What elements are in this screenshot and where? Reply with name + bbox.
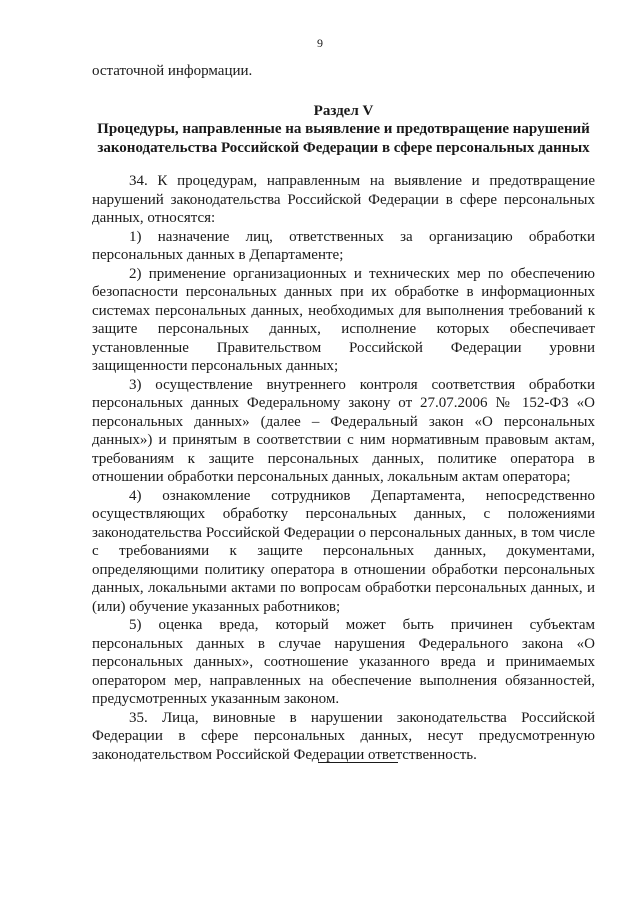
list-item: 5) оценка вреда, который может быть причинен субъектам персональных данных в случае нарушения Федерального закона «О персональных данных», соотношение указанного вреда и принимаемых оператором мер, направленных на обеспечение выполнения обязанностей, предусмотренных указанным законом. <box>92 617 595 707</box>
paragraph-34-intro: 34. К процедурам, направленным на выявление и предотвращение нарушений законодательства Российской Федерации в сфере персональных данных, относятся: <box>92 173 595 226</box>
section-title: Процедуры, направленные на выявление и предотвращение нарушений законодательства Российской Федерации в сфере персональных данных <box>97 121 590 156</box>
list-item: 2) применение организационных и технических мер по обеспечению безопасности персональных данных при их обработке в информационных системах персональных данных, необходимых для выполнения требований к защите персональных данных, исполнение которых обеспечивает установленные Правительством Российской Федерации уровни защищенности персональных данных; <box>92 265 595 374</box>
list-item: 3) осуществление внутреннего контроля соответствия обработки персональных данных Федеральному закону от 27.07.2006 № 152-ФЗ «О персональных данных» (далее – Федеральный закон «О персональных данных») и принятым в соответствии с ним нормативным правовым актам, требованиям к защите персональных данных, политике оператора в отношении обработки персональных данных, локальным актам оператора; <box>92 376 595 485</box>
list-item: 1) назначение лиц, ответственных за организацию обработки персональных данных в Департаменте; <box>92 228 595 263</box>
carryover-text: остаточной информации. <box>92 63 253 79</box>
paragraph-35: 35. Лица, виновные в нарушении законодательства Российской Федерации в сфере персональных данных, несут предусмотренную законодательством Российской Федерации ответственность. <box>92 709 595 763</box>
document-body <box>92 62 595 764</box>
page-number: 9 <box>317 36 323 50</box>
end-of-document-rule <box>318 762 398 763</box>
list-item: 4) ознакомление сотрудников Департамента, непосредственно осуществляющих обработку персональных данных, с положениями законодательства Российской Федерации о персональных данных, в том числе с требованиями к защите персональных данных, документами, определяющими политику оператора в отношении обработки персональных данных, локальными актами по вопросам обработки персональных данных, и (или) обучение указанных работников; <box>92 487 595 615</box>
section-heading: Раздел V <box>313 102 374 119</box>
